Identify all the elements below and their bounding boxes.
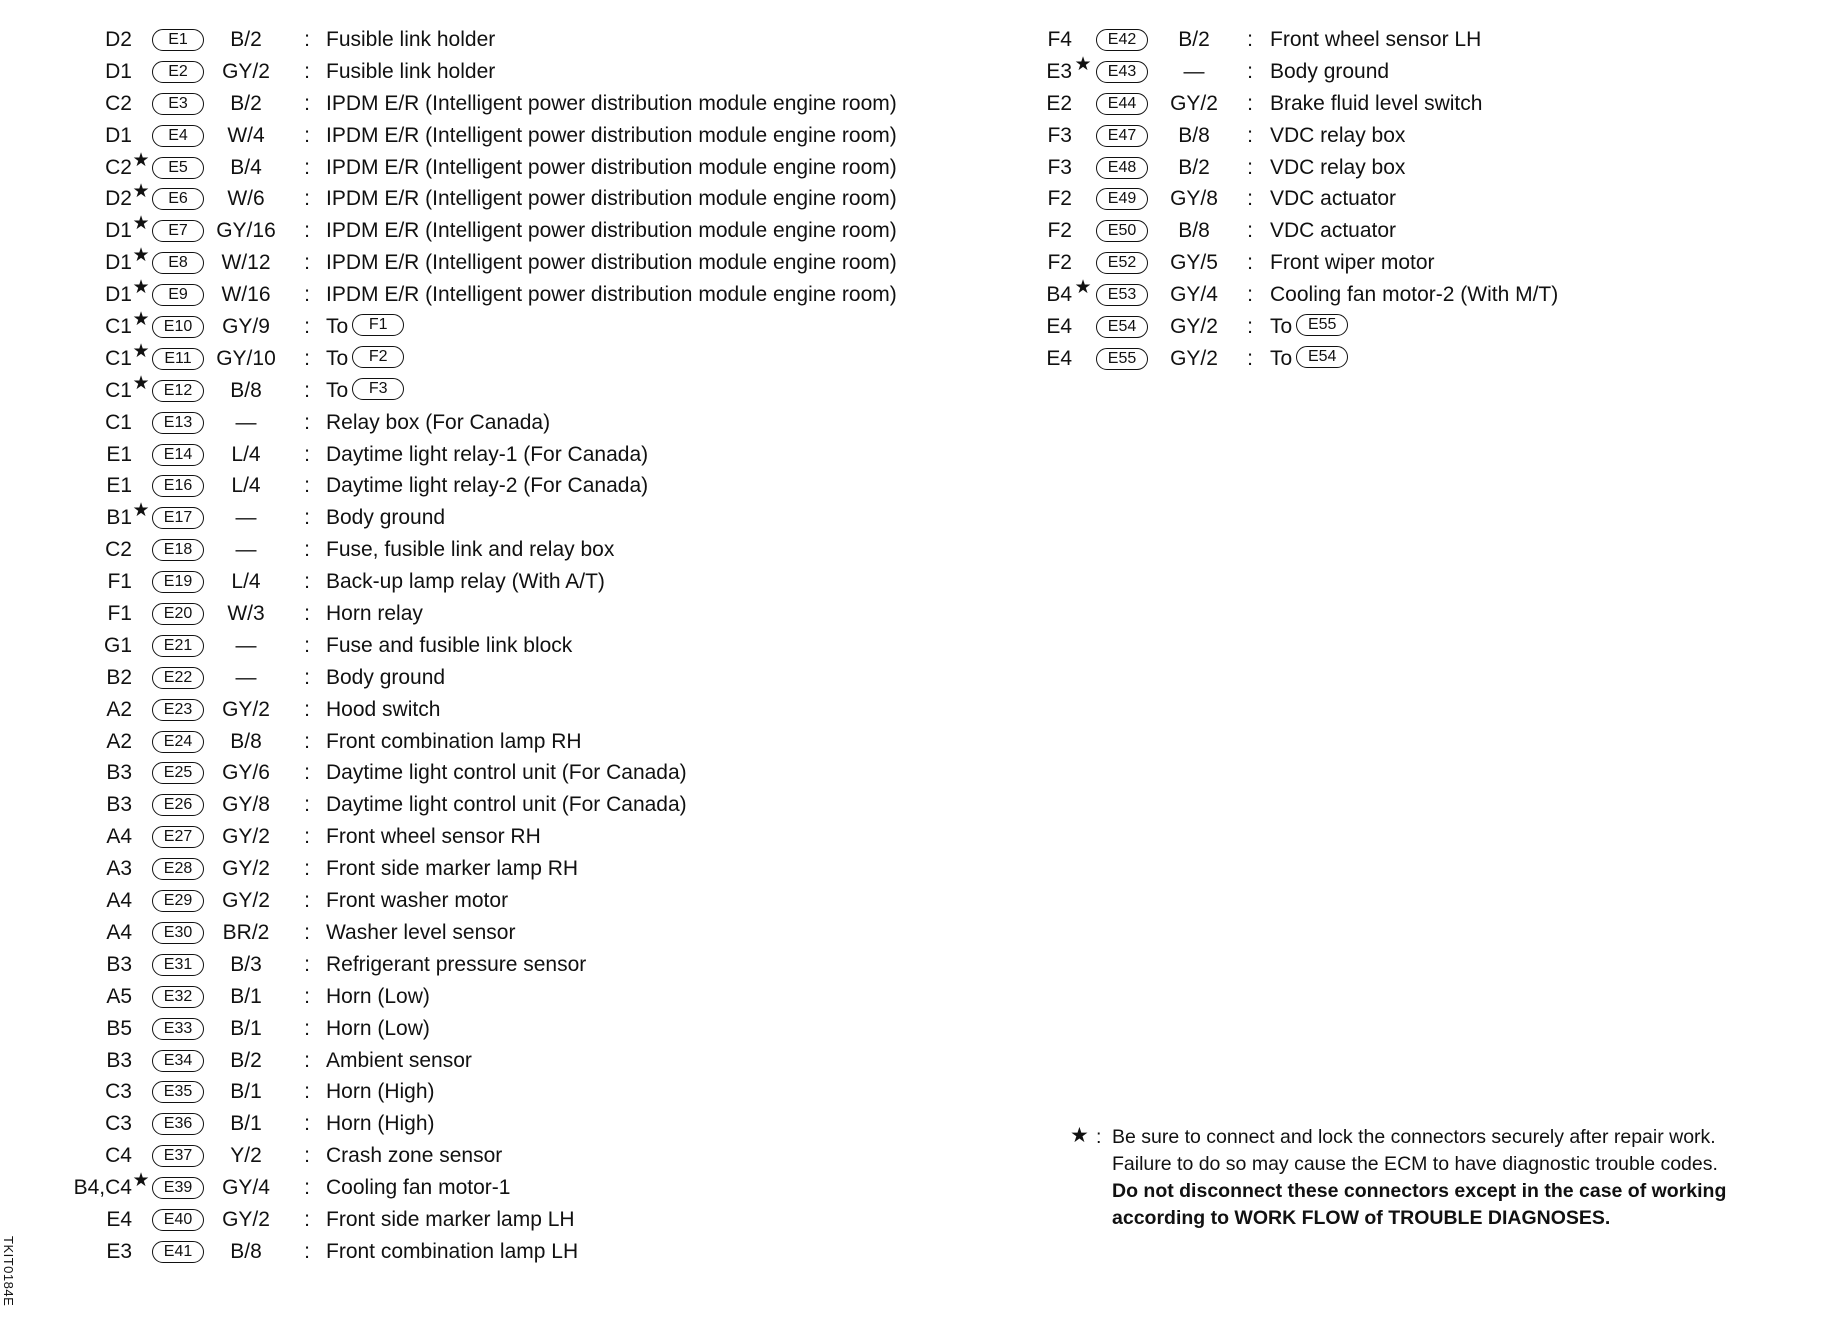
- connector-description: Front wheel sensor LH: [1270, 28, 1482, 51]
- connector-badge: E9: [152, 284, 204, 306]
- separator-colon: :: [304, 1239, 310, 1263]
- grid-reference: E3: [106, 1239, 132, 1263]
- separator-colon: :: [304, 920, 310, 944]
- pin-color-count: GY/2: [1170, 315, 1218, 339]
- separator-colon: :: [304, 123, 310, 147]
- pin-color-count: GY/2: [1170, 346, 1218, 370]
- connector-description-group: [1270, 343, 1348, 375]
- connector-description: Horn (Low): [326, 984, 430, 1008]
- pin-color-count: GY/4: [222, 1176, 270, 1200]
- connector-description: Horn (High): [326, 1112, 435, 1136]
- pin-color-count: GY/8: [222, 793, 270, 817]
- pin-color-count: GY/8: [1170, 187, 1218, 211]
- connector-description: To: [1270, 346, 1293, 370]
- connector-description: IPDM E/R (Intelligent power distribution module engine room): [326, 155, 897, 179]
- pin-color-count: —: [235, 506, 257, 530]
- connector-badge: E7: [152, 220, 204, 242]
- connector-badge: E23: [152, 699, 204, 721]
- grid-reference: E4: [106, 1207, 132, 1231]
- separator-colon: :: [304, 91, 310, 115]
- separator-colon: :: [1247, 28, 1253, 51]
- separator-colon: :: [304, 857, 310, 881]
- connector-description: Cooling fan motor-1: [326, 1176, 511, 1200]
- grid-reference: F4: [1047, 28, 1072, 51]
- connector-badge: E47: [1096, 125, 1148, 147]
- grid-reference: A4: [106, 889, 132, 913]
- connector-description: VDC relay box: [1270, 123, 1406, 147]
- star-icon: ★: [132, 372, 150, 394]
- separator-colon: :: [304, 697, 310, 721]
- separator-colon: :: [304, 889, 310, 913]
- pin-color-count: W/16: [221, 283, 271, 307]
- pin-color-count: B/8: [230, 729, 262, 753]
- pin-color-count: B/1: [230, 1080, 262, 1104]
- connector-badge: E19: [152, 571, 204, 593]
- grid-reference: E1: [106, 442, 132, 466]
- connector-badge: E22: [152, 667, 204, 689]
- separator-colon: :: [304, 59, 310, 83]
- separator-colon: :: [304, 378, 310, 402]
- connector-badge: E50: [1096, 220, 1148, 242]
- connector-description-group: [326, 343, 404, 375]
- pin-color-count: B/2: [230, 1048, 262, 1072]
- connector-badge: E52: [1096, 252, 1148, 274]
- connector-description: Front side marker lamp RH: [326, 857, 579, 881]
- separator-colon: :: [304, 410, 310, 434]
- pin-color-count: W/4: [227, 123, 265, 147]
- grid-reference: D1: [105, 123, 132, 147]
- connector-description: IPDM E/R (Intelligent power distribution module engine room): [326, 91, 897, 115]
- separator-colon: :: [304, 633, 310, 657]
- pin-color-count: —: [235, 410, 257, 434]
- separator-colon: :: [1247, 283, 1253, 307]
- grid-reference: E4: [1046, 315, 1072, 339]
- grid-reference: B3: [106, 793, 132, 817]
- grid-reference: B4,C4: [73, 1176, 132, 1200]
- grid-reference: F1: [107, 602, 132, 626]
- note-line-3: Do not disconnect these connectors except in the case of working: [1112, 1180, 1727, 1202]
- grid-reference: F1: [107, 570, 132, 594]
- connector-badge: E54: [1096, 316, 1148, 338]
- grid-reference: F3: [1047, 155, 1072, 179]
- grid-reference: D2: [105, 28, 132, 51]
- connector-badge: E42: [1096, 29, 1148, 51]
- connector-badge: E2: [152, 61, 204, 83]
- separator-colon: :: [304, 984, 310, 1008]
- pin-color-count: —: [1183, 59, 1205, 83]
- connector-description: Brake fluid level switch: [1270, 91, 1483, 115]
- star-icon: ★: [132, 309, 150, 331]
- grid-reference: A4: [106, 825, 132, 849]
- connector-badge: E18: [152, 539, 204, 561]
- connector-badge: E26: [152, 794, 204, 816]
- connector-description: To: [326, 378, 349, 402]
- connector-description: IPDM E/R (Intelligent power distribution module engine room): [326, 187, 897, 211]
- connector-description: Front combination lamp RH: [326, 729, 582, 753]
- connector-description: Relay box (For Canada): [326, 410, 551, 434]
- separator-colon: :: [304, 315, 310, 339]
- grid-reference: C3: [105, 1112, 132, 1136]
- connector-description-group: [326, 375, 404, 407]
- connector-badge: E6: [152, 188, 204, 210]
- grid-reference: B3: [106, 1048, 132, 1072]
- connector-description: To: [326, 346, 349, 370]
- connector-badge: E35: [152, 1081, 204, 1103]
- separator-colon: :: [304, 793, 310, 817]
- connector-badge: E27: [152, 826, 204, 848]
- pin-color-count: W/12: [221, 251, 271, 275]
- separator-colon: :: [304, 825, 310, 849]
- pin-color-count: GY/2: [222, 1207, 270, 1231]
- star-icon: ★: [1074, 53, 1092, 75]
- grid-reference: F3: [1047, 123, 1072, 147]
- connector-reference-badge: F1: [352, 314, 404, 336]
- connector-badge: E28: [152, 858, 204, 880]
- separator-colon: :: [304, 761, 310, 785]
- grid-reference: C1: [105, 315, 132, 339]
- star-icon: ★: [132, 149, 150, 171]
- pin-color-count: B/8: [1178, 219, 1210, 243]
- pin-color-count: B/1: [230, 1112, 262, 1136]
- pin-color-count: GY/5: [1170, 251, 1218, 275]
- connector-badge: E1: [152, 29, 204, 51]
- separator-colon: :: [304, 1080, 310, 1104]
- connector-badge: E25: [152, 762, 204, 784]
- connector-badge: E55: [1096, 348, 1148, 370]
- note-line-1: Be sure to connect and lock the connectors securely after repair work.: [1112, 1126, 1716, 1148]
- connector-description: Front wheel sensor RH: [326, 825, 541, 849]
- grid-reference: B3: [106, 761, 132, 785]
- pin-color-count: B/3: [230, 952, 262, 976]
- separator-colon: :: [304, 538, 310, 562]
- star-icon: ★: [1074, 277, 1092, 299]
- separator-colon: :: [304, 506, 310, 530]
- grid-reference: C1: [105, 410, 132, 434]
- connector-badge: E34: [152, 1050, 204, 1072]
- connector-reference-badge: E55: [1296, 314, 1348, 336]
- grid-reference: E3: [1046, 59, 1072, 83]
- connector-description: Horn (High): [326, 1080, 435, 1104]
- connector-description: Daytime light control unit (For Canada): [326, 761, 687, 785]
- grid-reference: C1: [105, 346, 132, 370]
- connector-reference-badge: F2: [352, 346, 404, 368]
- connector-description: Daytime light relay-1 (For Canada): [326, 442, 649, 466]
- connector-badge: E3: [152, 93, 204, 115]
- star-icon: ★: [132, 1170, 150, 1192]
- connector-description: Body ground: [326, 665, 446, 689]
- connector-description: Front wiper motor: [1270, 251, 1435, 275]
- separator-colon: :: [304, 729, 310, 753]
- connector-description: IPDM E/R (Intelligent power distribution module engine room): [326, 123, 897, 147]
- grid-reference: F2: [1047, 187, 1072, 211]
- grid-reference: C4: [105, 1144, 132, 1168]
- note-line-2: Failure to do so may cause the ECM to have diagnostic trouble codes.: [1112, 1153, 1718, 1175]
- note-colon: :: [1096, 1126, 1102, 1148]
- pin-color-count: —: [235, 665, 257, 689]
- separator-colon: :: [304, 665, 310, 689]
- separator-colon: :: [304, 570, 310, 594]
- connector-badge: E12: [152, 380, 204, 402]
- star-icon: ★: [132, 500, 150, 522]
- grid-reference: D1: [105, 219, 132, 243]
- separator-colon: :: [304, 474, 310, 498]
- connector-badge: E31: [152, 954, 204, 976]
- pin-color-count: —: [235, 538, 257, 562]
- pin-color-count: GY/2: [222, 825, 270, 849]
- grid-reference: B2: [106, 665, 132, 689]
- connector-badge: E44: [1096, 93, 1148, 115]
- grid-reference: D1: [105, 283, 132, 307]
- separator-colon: :: [1247, 59, 1253, 83]
- connector-description: IPDM E/R (Intelligent power distribution module engine room): [326, 219, 897, 243]
- separator-colon: :: [304, 442, 310, 466]
- grid-reference: D1: [105, 251, 132, 275]
- connector-description: Horn relay: [326, 602, 423, 626]
- pin-color-count: B/2: [1178, 28, 1210, 51]
- connector-description: Fusible link holder: [326, 59, 496, 83]
- connector-description: Body ground: [1270, 59, 1390, 83]
- separator-colon: :: [304, 952, 310, 976]
- connector-badge: E37: [152, 1145, 204, 1167]
- separator-colon: :: [304, 283, 310, 307]
- pin-color-count: GY/2: [222, 59, 270, 83]
- grid-reference: G1: [103, 633, 132, 657]
- connector-description: Front washer motor: [326, 889, 509, 913]
- grid-reference: C2: [105, 155, 132, 179]
- grid-reference: C2: [105, 91, 132, 115]
- pin-color-count: L/4: [231, 442, 261, 466]
- pin-color-count: GY/9: [222, 315, 270, 339]
- connector-description: Washer level sensor: [326, 920, 516, 944]
- connector-badge: E16: [152, 475, 204, 497]
- connector-badge: E14: [152, 444, 204, 466]
- connector-badge: E29: [152, 890, 204, 912]
- connector-badge: E41: [152, 1241, 204, 1263]
- connector-description: VDC actuator: [1270, 219, 1397, 243]
- connector-badge: E49: [1096, 188, 1148, 210]
- grid-reference: D2: [105, 187, 132, 211]
- separator-colon: :: [304, 1207, 310, 1231]
- connector-badge: E36: [152, 1113, 204, 1135]
- grid-reference: C1: [105, 378, 132, 402]
- pin-color-count: B/1: [230, 984, 262, 1008]
- star-icon: ★: [132, 245, 150, 267]
- connector-badge: E8: [152, 252, 204, 274]
- pin-color-count: B/8: [1178, 123, 1210, 147]
- pin-color-count: BR/2: [222, 920, 270, 944]
- grid-reference: B5: [106, 1016, 132, 1040]
- star-icon: ★: [132, 181, 150, 203]
- connector-description: IPDM E/R (Intelligent power distribution module engine room): [326, 251, 897, 275]
- pin-color-count: B/2: [230, 91, 262, 115]
- separator-colon: :: [1247, 219, 1253, 243]
- connector-badge: E17: [152, 507, 204, 529]
- connector-badge: E48: [1096, 157, 1148, 179]
- separator-colon: :: [304, 1112, 310, 1136]
- grid-reference: F2: [1047, 251, 1072, 275]
- connector-description: Front combination lamp LH: [326, 1239, 579, 1263]
- grid-reference: C3: [105, 1080, 132, 1104]
- connector-description: IPDM E/R (Intelligent power distribution module engine room): [326, 283, 897, 307]
- star-icon: ★: [1070, 1124, 1089, 1147]
- pin-color-count: B/2: [230, 28, 262, 51]
- connector-badge: E10: [152, 316, 204, 338]
- pin-color-count: GY/2: [222, 857, 270, 881]
- grid-reference: D1: [105, 59, 132, 83]
- separator-colon: :: [304, 155, 310, 179]
- separator-colon: :: [304, 187, 310, 211]
- connector-description: Body ground: [326, 506, 446, 530]
- connector-description: Back-up lamp relay (With A/T): [326, 570, 605, 594]
- connector-description: Hood switch: [326, 697, 441, 721]
- pin-color-count: W/6: [227, 187, 265, 211]
- grid-reference: E4: [1046, 346, 1072, 370]
- connector-badge: E40: [152, 1209, 204, 1231]
- separator-colon: :: [1247, 123, 1253, 147]
- connector-badge: E30: [152, 922, 204, 944]
- connector-badge: E39: [152, 1177, 204, 1199]
- connector-badge: E32: [152, 986, 204, 1008]
- grid-reference: B3: [106, 952, 132, 976]
- separator-colon: :: [304, 1176, 310, 1200]
- connector-description: VDC actuator: [1270, 187, 1397, 211]
- separator-colon: :: [304, 602, 310, 626]
- connector-badge: E20: [152, 603, 204, 625]
- connector-badge: E13: [152, 412, 204, 434]
- separator-colon: :: [304, 1016, 310, 1040]
- connector-reference-badge: F3: [352, 378, 404, 400]
- connector-badge: E21: [152, 635, 204, 657]
- figure-id: TKIT0184E: [1, 1236, 16, 1307]
- pin-color-count: GY/16: [216, 219, 276, 243]
- connector-description: Daytime light control unit (For Canada): [326, 793, 687, 817]
- separator-colon: :: [304, 251, 310, 275]
- connector-description: Fuse, fusible link and relay box: [326, 538, 615, 562]
- connector-badge: E53: [1096, 284, 1148, 306]
- connector-description: Crash zone sensor: [326, 1144, 503, 1168]
- grid-reference: B4: [1046, 283, 1072, 307]
- grid-reference: A2: [106, 729, 132, 753]
- connector-description: Horn (Low): [326, 1016, 430, 1040]
- connector-description: Refrigerant pressure sensor: [326, 952, 587, 976]
- separator-colon: :: [304, 1144, 310, 1168]
- grid-reference: F2: [1047, 219, 1072, 243]
- connector-badge: E4: [152, 125, 204, 147]
- pin-color-count: Y/2: [230, 1144, 262, 1168]
- connector-description-group: [326, 311, 404, 343]
- grid-reference: E1: [106, 474, 132, 498]
- pin-color-count: B/8: [230, 378, 262, 402]
- separator-colon: :: [1247, 315, 1253, 339]
- pin-color-count: GY/2: [222, 697, 270, 721]
- connector-badge: E33: [152, 1018, 204, 1040]
- separator-colon: :: [304, 28, 310, 51]
- separator-colon: :: [1247, 91, 1253, 115]
- pin-color-count: GY/4: [1170, 283, 1218, 307]
- pin-color-count: B/4: [230, 155, 262, 179]
- connector-description: To: [1270, 315, 1293, 339]
- connector-reference-badge: E54: [1296, 346, 1348, 368]
- star-icon: ★: [132, 277, 150, 299]
- grid-reference: A3: [106, 857, 132, 881]
- connector-description: Front side marker lamp LH: [326, 1207, 575, 1231]
- separator-colon: :: [1247, 346, 1253, 370]
- connector-badge: E11: [152, 348, 204, 370]
- grid-reference: A5: [106, 984, 132, 1008]
- grid-reference: A2: [106, 697, 132, 721]
- pin-color-count: GY/2: [222, 889, 270, 913]
- separator-colon: :: [304, 346, 310, 370]
- connector-badge: E24: [152, 731, 204, 753]
- pin-color-count: L/4: [231, 474, 261, 498]
- connector-description: Fuse and fusible link block: [326, 633, 573, 657]
- pin-color-count: L/4: [231, 570, 261, 594]
- connector-description: Cooling fan motor-2 (With M/T): [1270, 283, 1559, 307]
- connector-description: To: [326, 315, 349, 339]
- pin-color-count: B/8: [230, 1239, 262, 1263]
- separator-colon: :: [1247, 251, 1253, 275]
- separator-colon: :: [1247, 155, 1253, 179]
- connector-description: VDC relay box: [1270, 155, 1406, 179]
- pin-color-count: B/1: [230, 1016, 262, 1040]
- grid-reference: B1: [106, 506, 132, 530]
- star-icon: ★: [132, 340, 150, 362]
- pin-color-count: —: [235, 633, 257, 657]
- separator-colon: :: [1247, 187, 1253, 211]
- connector-description: Ambient sensor: [326, 1048, 472, 1072]
- connector-badge: E5: [152, 157, 204, 179]
- grid-reference: C2: [105, 538, 132, 562]
- grid-reference: E2: [1046, 91, 1072, 115]
- pin-color-count: GY/6: [222, 761, 270, 785]
- connector-badge: E43: [1096, 61, 1148, 83]
- separator-colon: :: [304, 1048, 310, 1072]
- grid-reference: A4: [106, 920, 132, 944]
- note-line-4: according to WORK FLOW of TROUBLE DIAGNOSES.: [1112, 1207, 1611, 1229]
- pin-color-count: GY/2: [1170, 91, 1218, 115]
- caution-note: [1070, 1124, 1845, 1232]
- pin-color-count: GY/10: [216, 346, 276, 370]
- separator-colon: :: [304, 219, 310, 243]
- star-icon: ★: [132, 213, 150, 235]
- pin-color-count: B/2: [1178, 155, 1210, 179]
- connector-description-group: [1270, 311, 1348, 343]
- connector-description: Fusible link holder: [326, 28, 496, 51]
- pin-color-count: W/3: [227, 602, 265, 626]
- connector-description: Daytime light relay-2 (For Canada): [326, 474, 649, 498]
